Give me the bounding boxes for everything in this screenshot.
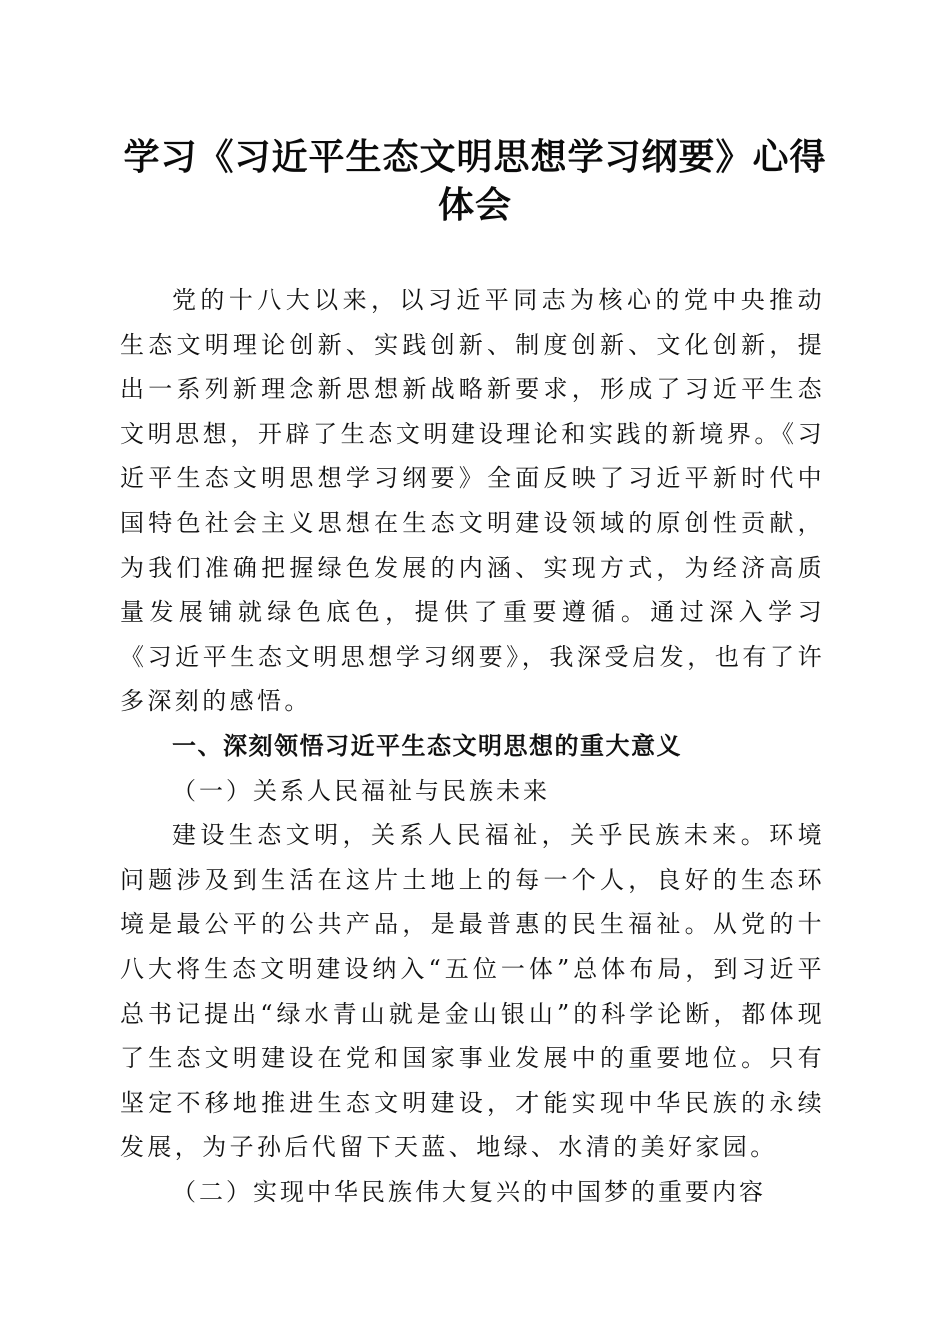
section-heading-1: 一、深刻领悟习近平生态文明思想的重大意义 xyxy=(172,731,682,760)
subsection-heading-1: （一）关系人民福祉与民族未来 xyxy=(172,776,550,805)
intro-paragraph: 党的十八大以来，以习近平同志为核心的党中央推动生态文明理论创新、实践创新、制度创新、文化创新，提出一系列新理念新思想新战略新要求，形成了习近平生态文明思想，开辟了生态文明建设理论和实践的新境界。《习近平生态文明思想学习纲要》全面反映了习近平新时代中国特色社会主义思想在生态文明建设领域的原创性贡献，为我们准确把握绿色发展的内涵、实现方式，为经济高质量发展铺就绿色底色，提供了重要遵循。通过深入学习《习近平生态文明思想学习纲要》，我深受启发，也有了许多深刻的感悟。 xyxy=(120,286,825,716)
subsection-1-paragraph: 建设生态文明，关系人民福祉，关乎民族未来。环境问题涉及到生活在这片土地上的每一个人，良好的生态环境是最公平的公共产品，是最普惠的民生福祉。从党的十八大将生态文明建设纳入“五位一体”总体布局，到习近平总书记提出“绿水青山就是金山银山”的科学论断，都体现了生态文明建设在党和国家事业发展中的重要地位。只有坚定不移地推进生态文明建设，才能实现中华民族的永续发展，为子孙后代留下天蓝、地绿、水清的美好家园。 xyxy=(120,821,825,1162)
document-title: 学习《习近平生态文明思想学习纲要》心得体会 xyxy=(123,136,827,226)
subsection-heading-2: （二）实现中华民族伟大复兴的中国梦的重要内容 xyxy=(172,1177,766,1206)
document-body xyxy=(120,278,825,1214)
